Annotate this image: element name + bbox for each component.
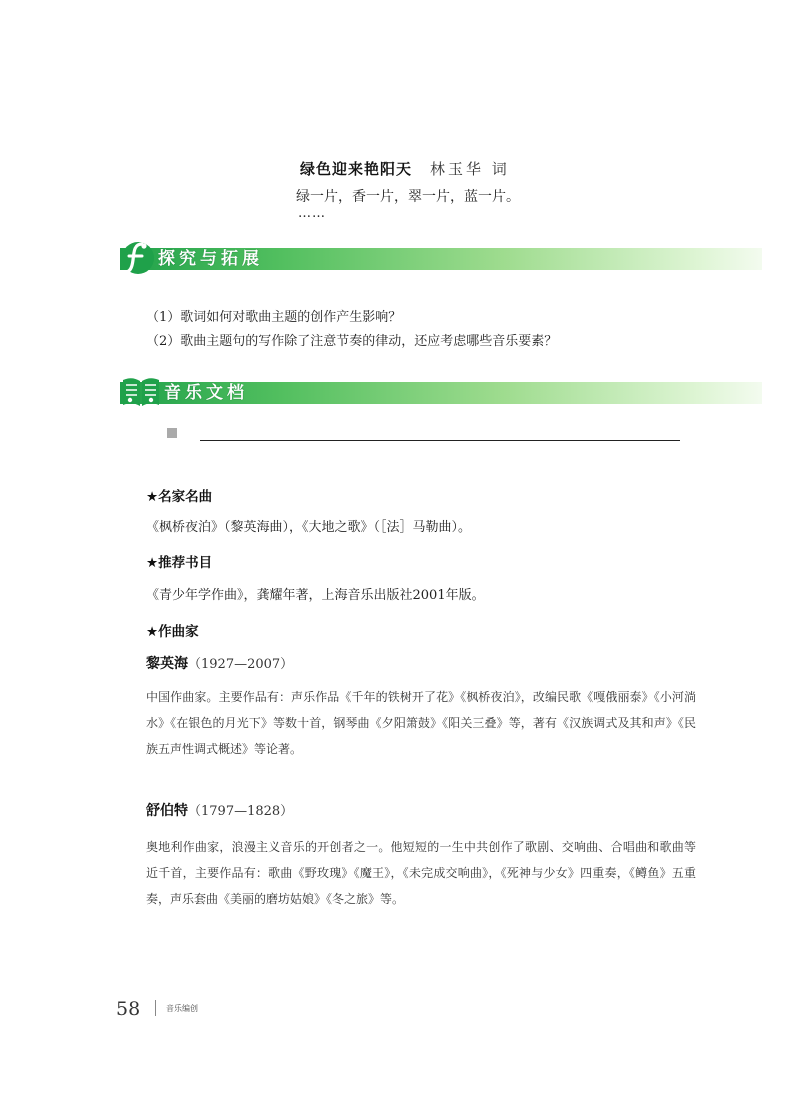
famous-works-heading: ★名家名曲 [146,489,213,505]
explore-title: 探究与拓展 [158,249,263,269]
book-label: 音乐编创 [166,1004,198,1013]
composer-2-name: 舒伯特 [146,803,188,819]
explore-banner [120,244,762,274]
recommended-books-heading: ★推荐书目 [146,555,213,571]
lyric-line: 绿一片，香一片，翠一片，蓝一片。 [296,189,520,205]
composer-2-heading [146,800,293,820]
famous-works-text: 《枫桥夜泊》（黎英海曲），《大地之歌》（［法］马勒曲）。 [146,520,472,535]
recommended-books-text: 《青少年学作曲》，龚耀年著，上海音乐出版社2001年版。 [146,588,485,603]
question-2: （2）歌曲主题句的写作除了注意节奏的律动，还应考虑哪些音乐要素？ [146,334,558,349]
composer-1-dates: （1927—2007） [188,657,294,672]
docs-banner [120,378,762,408]
composer-1-heading [146,653,293,673]
section-square-marker [167,428,177,438]
question-1: （1）歌词如何对歌曲主题的创作产生影响？ [146,310,402,325]
song-title: 绿色迎来艳阳天 [300,160,413,178]
docs-title: 音乐文档 [164,383,248,403]
blank-title-rule [200,440,680,441]
composer-2-bio: 奥地利作曲家，浪漫主义音乐的开创者之一。他短短的一生中共创作了歌剧、交响曲、合唱曲和歌曲等近千首，主要作品有：歌曲《野玫瑰》《魔王》，《未完成交响曲》，《死神与少女》四重奏，《鳟鱼》五重奏，声乐套曲《美丽的磨坊姑娘》《冬之旅》等。 [146,840,696,906]
composer-2-dates: （1797—1828） [188,804,294,819]
page-number: 58 [116,998,141,1020]
music-book-icon [120,374,162,410]
composer-1-bio: 中国作曲家。主要作品有：声乐作品《千年的铁树开了花》《枫桥夜泊》，改编民歌《嘎俄丽泰》《小河淌水》《在银色的月光下》等数十首，钢琴曲《夕阳箫鼓》《阳关三叠》等，著有《汉族调式及其和声》《民族五声性调式概述》等论著。 [146,690,696,756]
composers-heading: ★作曲家 [146,624,199,640]
music-f-icon [120,238,156,278]
footer-divider [155,1000,156,1016]
composer-1-name: 黎英海 [146,656,188,672]
lyric-ellipsis: …… [298,206,326,221]
song-lyricist: 林玉华 词 [430,160,510,178]
